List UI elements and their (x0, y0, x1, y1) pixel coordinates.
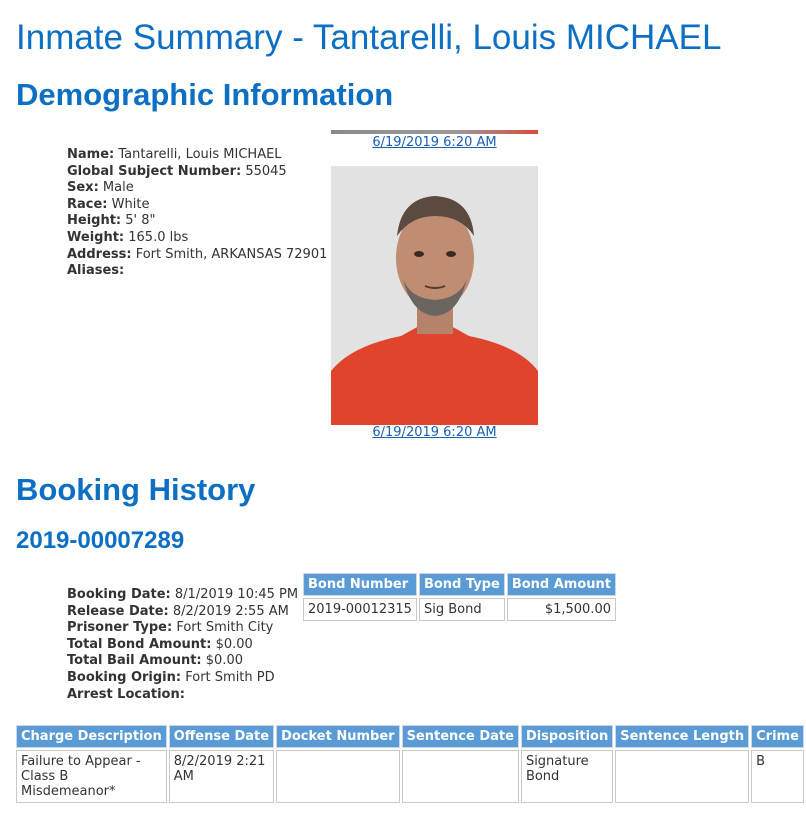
bond-table (301, 571, 618, 623)
sentence-length-cell (615, 750, 749, 803)
crime-class-header: Crime (751, 725, 804, 748)
arrest-location-row: Arrest Location: (67, 686, 185, 702)
sentence-date-header: Sentence Date (402, 725, 519, 748)
bond-amount-cell: $1,500.00 (507, 598, 616, 621)
bond-table-header-row (303, 573, 616, 596)
page-title: Inmate Summary - Tantarelli, Louis MICHAEL (16, 18, 722, 57)
aliases-row: Aliases: (67, 263, 125, 279)
booking-number-heading: 2019-00007289 (16, 527, 185, 554)
booking-origin-row: Booking Origin: Fort Smith PD (67, 669, 275, 685)
offense-date-header: Offense Date (169, 725, 274, 748)
booking-date-value: 8/1/2019 10:45 PM (174, 587, 299, 602)
person-photo-icon (331, 166, 538, 425)
total-bail-row: Total Bail Amount: $0.00 (67, 653, 243, 669)
bond-number-cell: 2019-00012315 (303, 598, 417, 621)
offense-date-cell: 8/2/2019 2:21 AM (169, 750, 274, 803)
charges-table (14, 723, 806, 805)
name-row: Name: Tantarelli, Louis MICHAEL (67, 147, 282, 162)
booking-origin-value: Fort Smith PD (185, 669, 275, 685)
prisoner-type-value: Fort Smith City (176, 620, 274, 636)
bond-amount-header: Bond Amount (507, 573, 616, 596)
sentence-date-cell (402, 750, 519, 803)
release-date-row: Release Date: 8/2/2019 2:55 AM (67, 603, 289, 619)
bond-type-cell: Sig Bond (419, 598, 505, 621)
disposition-cell: Signature Bond (521, 750, 613, 803)
charge-description-header: Charge Description (16, 725, 167, 748)
disposition-header: Disposition (521, 725, 613, 748)
height-value: 5' 8" (125, 213, 156, 229)
docket-number-header: Docket Number (276, 725, 400, 748)
booking-date-row: Booking Date: 8/1/2019 10:45 PM (67, 587, 299, 602)
address-row: Address: Fort Smith, ARKANSAS 72901 (67, 246, 328, 262)
booking-history-heading: Booking History (16, 472, 256, 507)
total-bail-value: $0.00 (205, 653, 243, 669)
address-value: Fort Smith, ARKANSAS 72901 (135, 246, 328, 262)
charges-table-container (14, 723, 799, 823)
previous-photo-thumbnail[interactable] (331, 130, 538, 134)
release-date-value: 8/2/2019 2:55 AM (172, 603, 289, 619)
subject-number-value: 55045 (245, 163, 287, 179)
weight-value: 165.0 lbs (128, 229, 189, 245)
docket-number-cell (276, 750, 400, 803)
race-row: Race: White (67, 196, 150, 212)
prisoner-type-row: Prisoner Type: Fort Smith City (67, 620, 274, 636)
height-row: Height: 5' 8" (67, 213, 156, 229)
weight-row: Weight: 165.0 lbs (67, 229, 189, 245)
table-row (16, 750, 804, 803)
bond-type-header: Bond Type (419, 573, 505, 596)
booking-info (67, 587, 298, 703)
demographic-heading: Demographic Information (16, 77, 394, 112)
crime-class-cell: B (751, 750, 804, 803)
sex-value: Male (102, 180, 134, 196)
sex-row: Sex: Male (67, 180, 134, 196)
bond-number-header: Bond Number (303, 573, 417, 596)
charges-table-header-row (16, 725, 804, 748)
photo-date-link-top[interactable]: 6/19/2019 6:20 AM (372, 135, 497, 150)
mugshot-photo (331, 166, 538, 425)
race-value: White (111, 196, 150, 212)
subject-number-row: Global Subject Number: 55045 (67, 163, 287, 179)
name-value: Tantarelli, Louis MICHAEL (118, 147, 282, 162)
demographic-info (67, 147, 327, 280)
sentence-length-header: Sentence Length (615, 725, 749, 748)
total-bond-row: Total Bond Amount: $0.00 (67, 636, 253, 652)
table-row (303, 598, 616, 621)
photo-date-link-bottom[interactable]: 6/19/2019 6:20 AM (372, 425, 497, 440)
charge-description-cell: Failure to Appear - Class B Misdemeanor* (16, 750, 167, 803)
total-bond-value: $0.00 (215, 636, 253, 652)
